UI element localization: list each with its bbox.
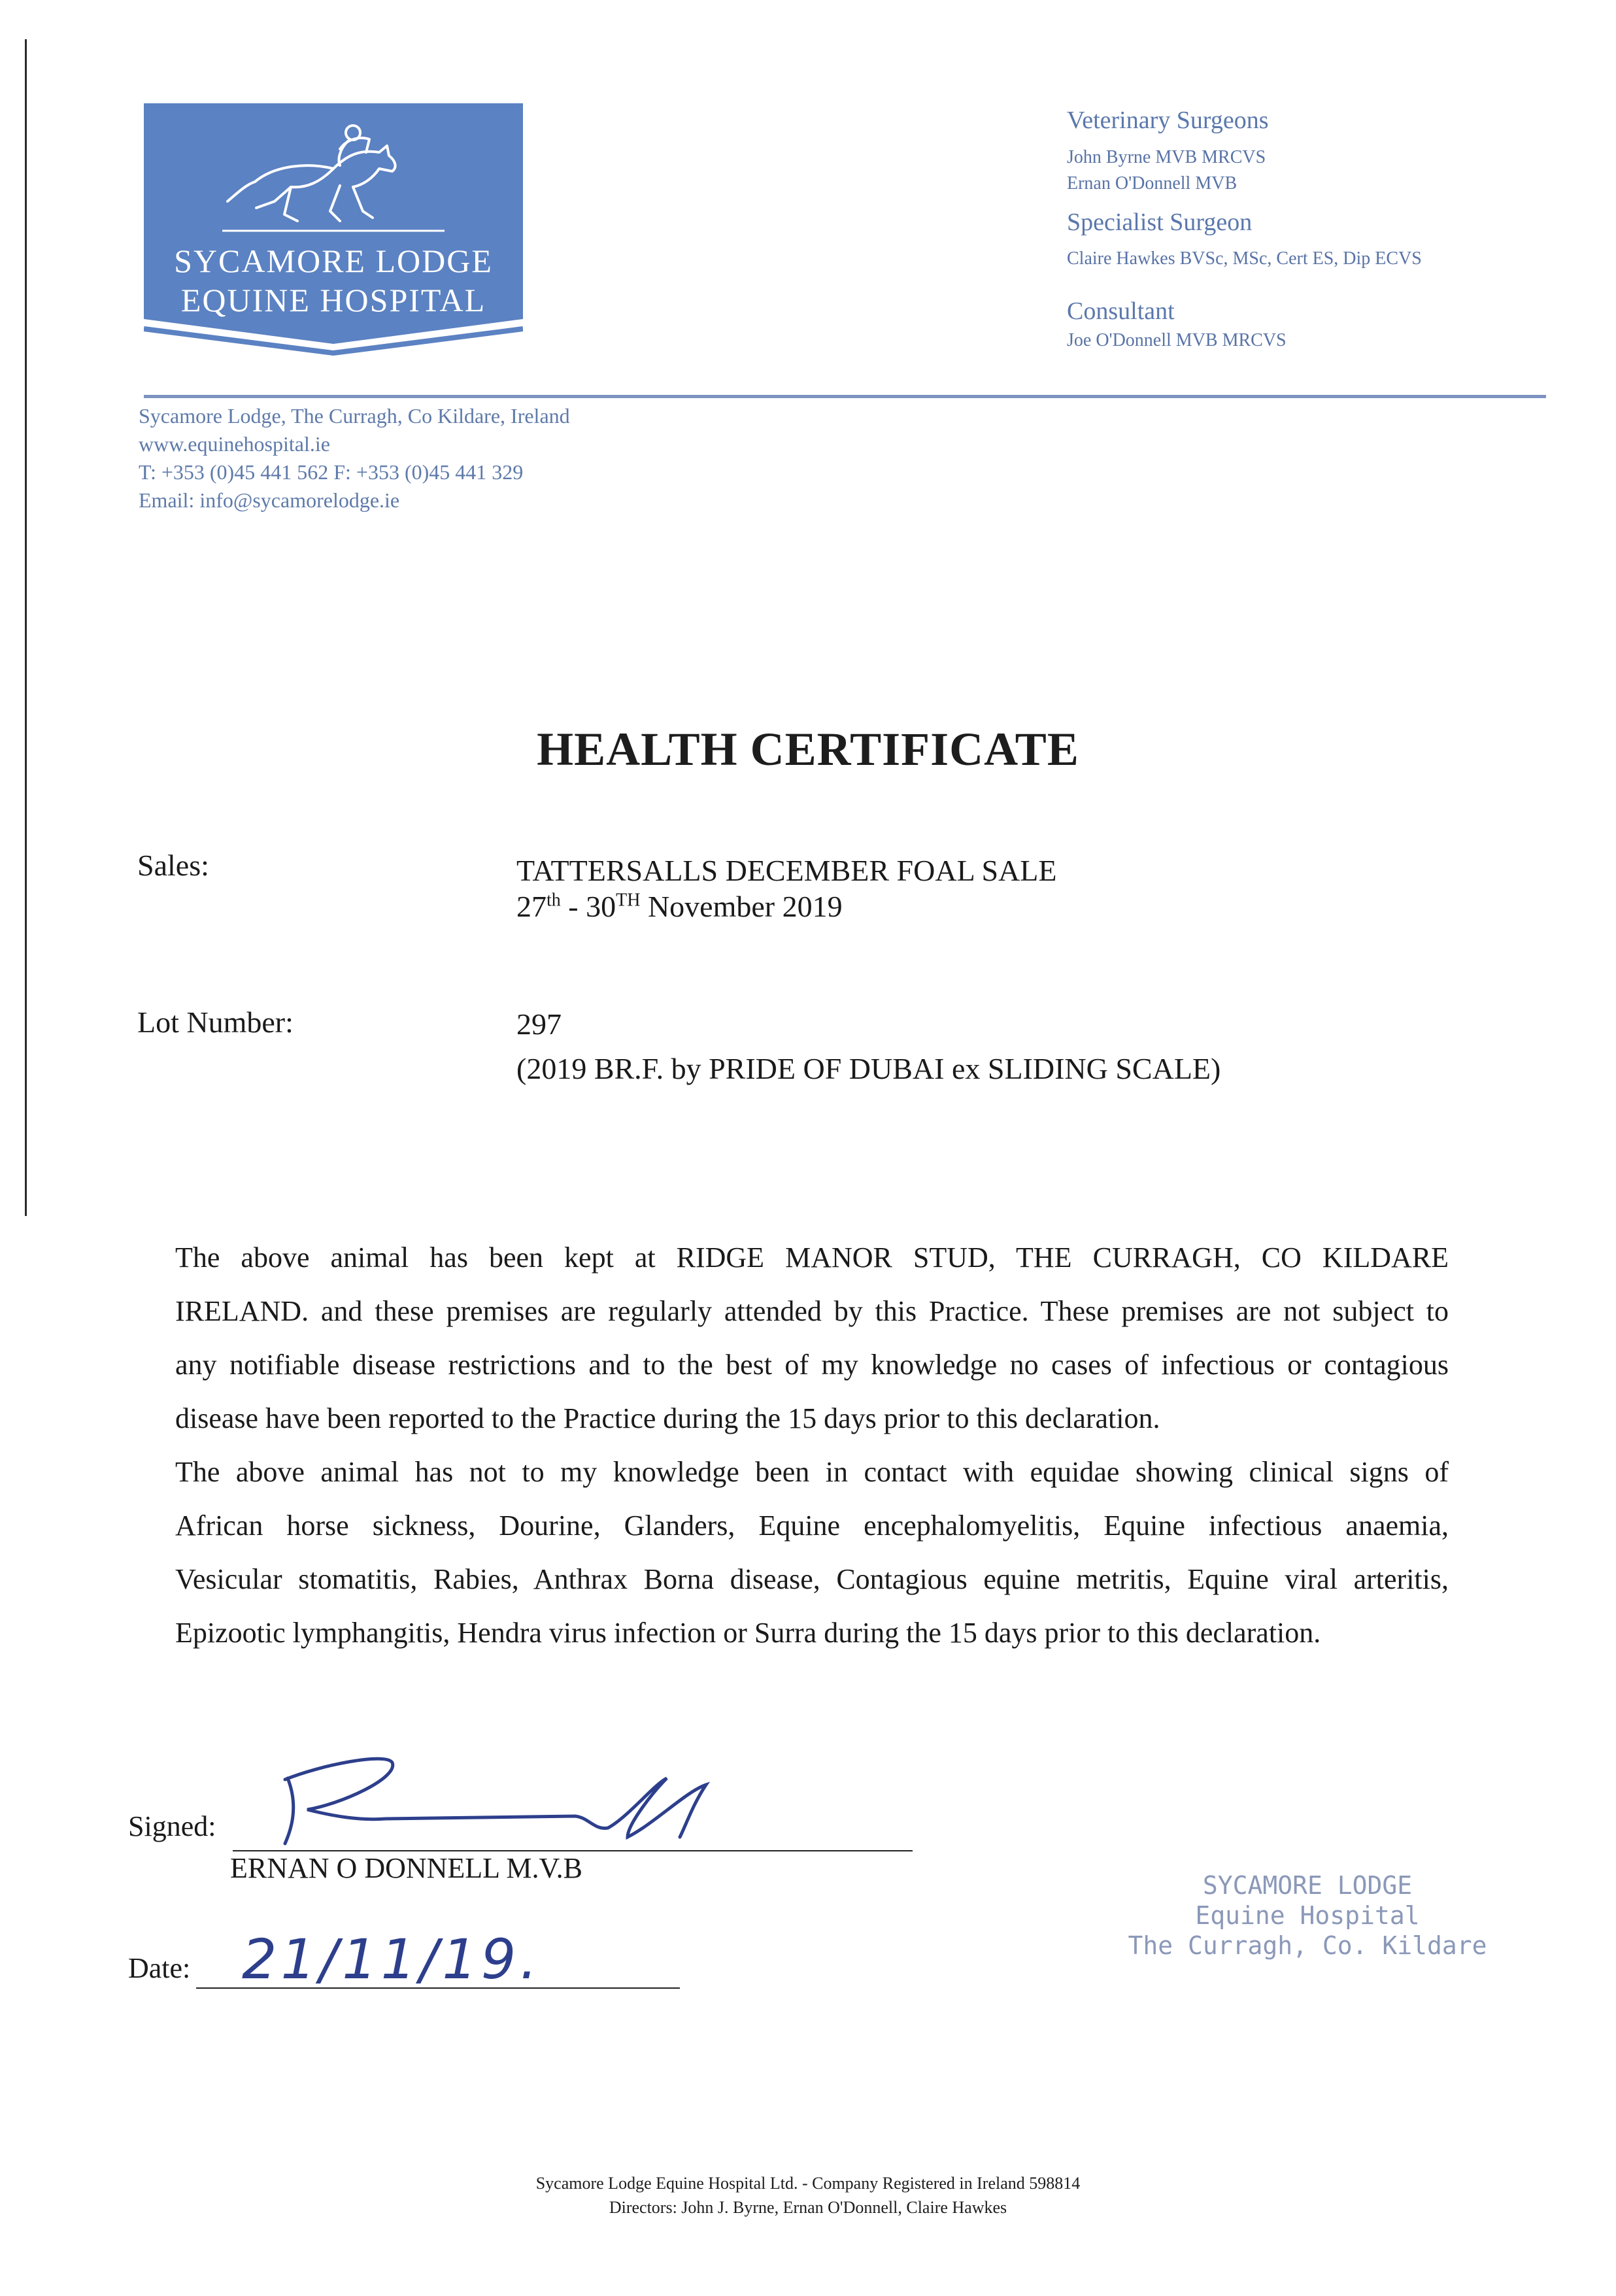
address-line: Sycamore Lodge, The Curragh, Co Kildare, Ireland [139, 404, 570, 428]
footer-company: Sycamore Lodge Equine Hospital Ltd. - Company Registered in Ireland 598814 [535, 2174, 1081, 2193]
vet-ernan-odonnell: Ernan O'Donnell MVB [1067, 173, 1237, 194]
hospital-logo [144, 103, 523, 358]
lot-label: Lot Number: [137, 1005, 294, 1039]
sales-label: Sales: [137, 849, 209, 882]
vets-title: Veterinary Surgeons [1067, 107, 1269, 134]
page-title: HEALTH CERTIFICATE [537, 723, 1079, 775]
website-link[interactable]: www.equinehospital.ie [139, 432, 330, 456]
signatory-name: ERNAN O DONNELL M.V.B [230, 1852, 582, 1884]
vet-john-byrne: John Byrne MVB MRCVS [1067, 147, 1266, 167]
phone-fax: T: +353 (0)45 441 562 F: +353 (0)45 441 329 [139, 460, 524, 484]
para2-line2: African horse sickness, Dourine, Glanders, Equine encephalomyelitis, Equine infectious anaemia, [175, 1510, 1449, 1542]
email-link[interactable]: Email: info@sycamorelodge.ie [139, 488, 400, 512]
header-rule [144, 395, 1546, 398]
lot-description: (2019 BR.F. by PRIDE OF DUBAI ex SLIDING SCALE) [516, 1052, 1221, 1085]
handwritten-date: 21/11/19. [242, 1927, 541, 1991]
footer-directors: Directors: John J. Byrne, Ernan O'Donnell, Claire Hawkes [609, 2198, 1007, 2217]
stamp-line1: SYCAMORE LODGE [1202, 1871, 1413, 1900]
para1-line4: disease have been reported to the Practice during the 15 days prior to this declaration. [175, 1402, 1160, 1434]
para1-line1: The above animal has been kept at RIDGE MANOR STUD, THE CURRAGH, CO KILDARE [175, 1241, 1449, 1274]
para1-line2: IRELAND. and these premises are regularly attended by this Practice. These premises are not subject to [175, 1295, 1449, 1327]
scan-edge-line [25, 39, 27, 1216]
logo-badge-shape [144, 103, 523, 358]
signed-label: Signed: [128, 1810, 216, 1842]
handwritten-signature [261, 1739, 732, 1857]
logo-text-line1: SYCAMORE LODGE [174, 243, 493, 279]
consultant-title: Consultant [1067, 297, 1175, 325]
para1-line3: any notifiable disease restrictions and to the best of my knowledge no cases of infectious or contagious [175, 1349, 1449, 1381]
para2-line1: The above animal has not to my knowledge been in contact with equidae showing clinical signs of [175, 1456, 1449, 1488]
para2-line3: Vesicular stomatitis, Rabies, Anthrax Borna disease, Contagious equine metritis, Equine viral arteritis, [175, 1563, 1449, 1595]
date-label: Date: [128, 1952, 191, 1984]
lot-number: 297 [516, 1007, 562, 1041]
para2-line4: Epizootic lymphangitis, Hendra virus infection or Surra during the 15 days prior to this declaration. [175, 1617, 1321, 1649]
stamp-line3: The Curragh, Co. Kildare [1128, 1931, 1487, 1960]
stamp-line2: Equine Hospital [1195, 1901, 1420, 1930]
sales-name: TATTERSALLS DECEMBER FOAL SALE [516, 854, 1057, 887]
logo-text-line2: EQUINE HOSPITAL [180, 282, 486, 318]
consultant-name: Joe O'Donnell MVB MRCVS [1067, 330, 1287, 350]
specialist-name: Claire Hawkes BVSc, MSc, Cert ES, Dip ECVS [1067, 248, 1422, 269]
specialist-title: Specialist Surgeon [1067, 209, 1253, 236]
sales-dates: 27th - 30TH November 2019 [516, 890, 843, 923]
declaration-paragraph-1 [175, 1231, 1449, 1660]
